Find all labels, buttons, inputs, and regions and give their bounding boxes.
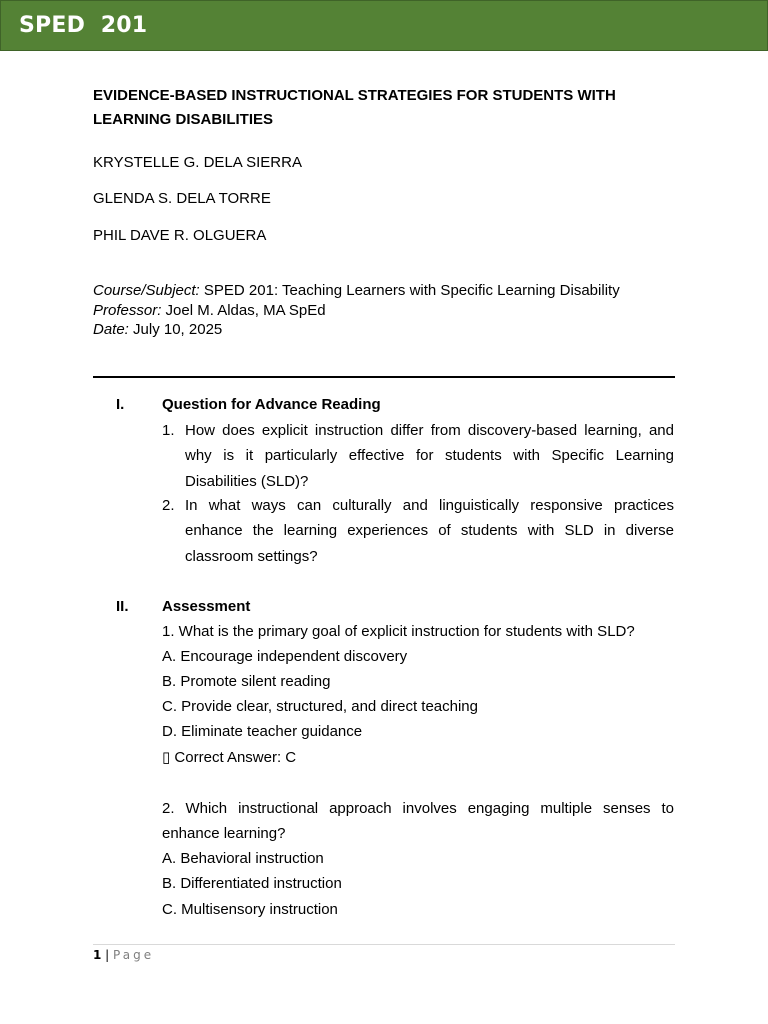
- section-2-title: Assessment: [162, 598, 251, 615]
- page-label: Page: [113, 948, 155, 962]
- section-1-number: I.: [116, 396, 125, 413]
- meta-course-value: SPED 201: Teaching Learners with Specific Learning Disability: [203, 282, 620, 299]
- section-2-number: II.: [116, 598, 129, 615]
- author-3: PHIL DAVE R. OLGUERA: [93, 227, 267, 244]
- page-footer: [93, 948, 154, 962]
- header-title: SPED 201: [19, 13, 148, 38]
- author-1: KRYSTELLE G. DELA SIERRA: [93, 154, 302, 171]
- author-2: GLENDA S. DELA TORRE: [93, 190, 271, 207]
- question-1-text: How does explicit instruction differ from discovery-based learning, and why is it particularly effective for students with Specific Learning Disabilities (SLD)?: [185, 422, 674, 490]
- assessment-q1-answer: [162, 748, 296, 766]
- assessment-q2-option-b: B. Differentiated instruction: [162, 875, 342, 892]
- meta-course-label: Course/Subject:: [93, 282, 200, 299]
- section-1-title: Question for Advance Reading: [162, 396, 381, 413]
- meta-professor-value: Joel M. Aldas, MA SpEd: [165, 301, 326, 319]
- document-title: EVIDENCE-BASED INSTRUCTIONAL STRATEGIES FOR STUDENTS WITH LEARNING DISABILITIES: [93, 87, 616, 128]
- assessment-q1-option-a: A. Encourage independent discovery: [162, 648, 408, 665]
- checkbox-icon: ▯: [162, 748, 171, 766]
- meta-professor-label: Professor:: [93, 301, 162, 319]
- meta-date-label: Date:: [93, 321, 129, 338]
- assessment-q2-option-c: C. Multisensory instruction: [162, 901, 338, 918]
- question-1-number: 1.: [162, 422, 175, 439]
- assessment-q1-question: 1. What is the primary goal of explicit instruction for students with SLD?: [162, 623, 635, 640]
- footer-divider: [93, 944, 675, 945]
- question-2-text: In what ways can culturally and linguistically responsive practices enhance the learning experiences of students with SLD in diverse classroom settings?: [185, 497, 674, 565]
- meta-date: [93, 320, 620, 340]
- assessment-q1-answer-text: Correct Answer: C: [170, 749, 297, 766]
- assessment-q1-option-d: D. Eliminate teacher guidance: [162, 723, 363, 740]
- question-2-number: 2.: [162, 497, 175, 514]
- assessment-q2-option-a: A. Behavioral instruction: [162, 850, 324, 867]
- assessment-q1-option-b: B. Promote silent reading: [162, 673, 331, 690]
- assessment-q1-option-c: C. Provide clear, structured, and direct teaching: [162, 698, 478, 715]
- meta-date-value: July 10, 2025: [133, 321, 223, 338]
- meta-professor: [93, 301, 620, 321]
- document-meta: [93, 281, 620, 340]
- horizontal-rule: [93, 376, 675, 378]
- page-number: 1: [93, 948, 102, 962]
- footer-separator: |: [101, 948, 114, 962]
- header-bar: [0, 0, 768, 51]
- meta-course: [93, 281, 620, 301]
- assessment-q2-question: 2. Which instructional approach involves engaging multiple senses to enhance learning?: [162, 800, 674, 843]
